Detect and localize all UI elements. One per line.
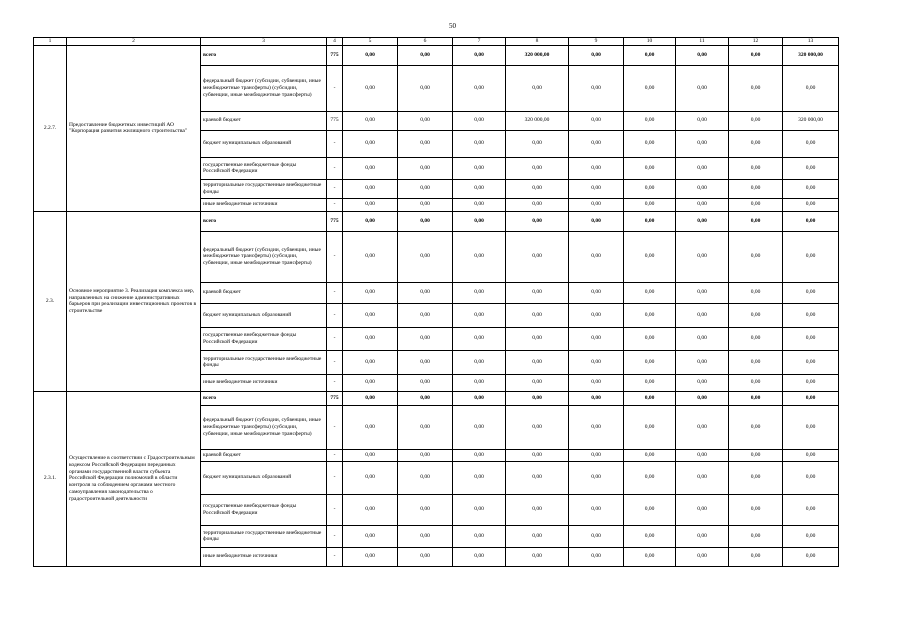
column-number: 2 — [67, 38, 201, 46]
amount-cell: 0,00 — [506, 525, 569, 547]
amount-cell: 0,00 — [453, 282, 506, 303]
amount-cell: 0,00 — [676, 303, 729, 327]
amount-cell: 0,00 — [624, 211, 676, 231]
amount-cell: 320 000,00 — [506, 45, 569, 65]
amount-cell: 0,00 — [398, 405, 453, 449]
funding-source: федеральный бюджет (субсидии, субвенции, иные межбюджетные трансферты) (субсидии, субвенции, иные межбюджетные трансферты) — [201, 65, 327, 111]
measure-name: Предоставление бюджетных инвестиций АО "Корпорация развития жилищного строительства" — [67, 45, 201, 211]
amount-cell: 0,00 — [506, 449, 569, 461]
amount-cell: 0,00 — [783, 374, 839, 391]
amount-cell: 0,00 — [783, 391, 839, 405]
amount-cell: 0,00 — [624, 130, 676, 157]
funding-source: всего — [201, 211, 327, 231]
amount-cell: 0,00 — [343, 65, 398, 111]
amount-cell: 0,00 — [453, 198, 506, 211]
amount-cell: 0,00 — [343, 391, 398, 405]
amount-cell: 0,00 — [506, 374, 569, 391]
funding-source: бюджет муниципальных образований — [201, 130, 327, 157]
amount-cell: 0,00 — [343, 198, 398, 211]
amount-cell: 0,00 — [453, 391, 506, 405]
amount-cell: 0,00 — [624, 494, 676, 525]
amount-cell: 0,00 — [343, 350, 398, 374]
amount-cell: 0,00 — [343, 461, 398, 494]
amount-cell: 0,00 — [398, 45, 453, 65]
amount-cell: 0,00 — [506, 157, 569, 179]
grbs-code: - — [327, 405, 343, 449]
amount-cell: 0,00 — [729, 111, 783, 130]
row-code: 2.3.1. — [34, 391, 67, 566]
amount-cell: 0,00 — [453, 449, 506, 461]
funding-source: государственные внебюджетные фонды Российской Федерации — [201, 157, 327, 179]
grbs-code: - — [327, 494, 343, 525]
amount-cell: 0,00 — [343, 157, 398, 179]
grbs-code: 775 — [327, 111, 343, 130]
funding-source: краевой бюджет — [201, 282, 327, 303]
amount-cell: 0,00 — [343, 547, 398, 566]
amount-cell: 0,00 — [506, 130, 569, 157]
amount-cell: 0,00 — [676, 449, 729, 461]
amount-cell: 0,00 — [506, 198, 569, 211]
amount-cell: 0,00 — [676, 45, 729, 65]
amount-cell: 0,00 — [506, 65, 569, 111]
amount-cell: 0,00 — [453, 45, 506, 65]
amount-cell: 0,00 — [398, 65, 453, 111]
amount-cell: 0,00 — [783, 65, 839, 111]
funding-source: государственные внебюджетные фонды Российской Федерации — [201, 327, 327, 350]
amount-cell: 0,00 — [676, 374, 729, 391]
amount-cell: 0,00 — [783, 327, 839, 350]
amount-cell: 0,00 — [624, 111, 676, 130]
amount-cell: 0,00 — [729, 65, 783, 111]
amount-cell: 0,00 — [569, 374, 624, 391]
amount-cell: 0,00 — [569, 525, 624, 547]
grbs-code: - — [327, 198, 343, 211]
column-number: 11 — [676, 38, 729, 46]
funding-source: территориальные государственные внебюджетные фонды — [201, 525, 327, 547]
column-number: 4 — [327, 38, 343, 46]
amount-cell: 0,00 — [398, 374, 453, 391]
grbs-code: - — [327, 547, 343, 566]
amount-cell: 0,00 — [343, 130, 398, 157]
funding-source: бюджет муниципальных образований — [201, 461, 327, 494]
amount-cell: 0,00 — [783, 157, 839, 179]
amount-cell: 0,00 — [398, 547, 453, 566]
funding-source: всего — [201, 45, 327, 65]
amount-cell: 0,00 — [676, 198, 729, 211]
funding-source: территориальные государственные внебюджетные фонды — [201, 350, 327, 374]
funding-source: иные внебюджетные источники — [201, 547, 327, 566]
amount-cell: 0,00 — [506, 461, 569, 494]
amount-cell: 0,00 — [729, 198, 783, 211]
amount-cell: 0,00 — [398, 179, 453, 198]
amount-cell: 0,00 — [453, 65, 506, 111]
amount-cell: 0,00 — [343, 231, 398, 282]
amount-cell: 0,00 — [343, 179, 398, 198]
amount-cell: 0,00 — [676, 211, 729, 231]
row-code: 2.3. — [34, 211, 67, 391]
amount-cell: 0,00 — [624, 391, 676, 405]
amount-cell: 0,00 — [624, 198, 676, 211]
amount-cell: 0,00 — [398, 391, 453, 405]
amount-cell: 0,00 — [624, 374, 676, 391]
amount-cell: 0,00 — [453, 179, 506, 198]
amount-cell: 0,00 — [624, 350, 676, 374]
column-number: 8 — [506, 38, 569, 46]
amount-cell: 0,00 — [569, 211, 624, 231]
amount-cell: 0,00 — [398, 198, 453, 211]
amount-cell: 0,00 — [676, 494, 729, 525]
amount-cell: 0,00 — [783, 547, 839, 566]
funding-source: краевой бюджет — [201, 449, 327, 461]
amount-cell: 0,00 — [676, 327, 729, 350]
column-number: 1 — [34, 38, 67, 46]
amount-cell: 0,00 — [569, 461, 624, 494]
amount-cell: 0,00 — [453, 303, 506, 327]
grbs-code: - — [327, 374, 343, 391]
amount-cell: 0,00 — [506, 211, 569, 231]
amount-cell: 0,00 — [343, 211, 398, 231]
amount-cell: 0,00 — [676, 525, 729, 547]
table-row — [34, 391, 839, 405]
amount-cell: 0,00 — [729, 327, 783, 350]
amount-cell: 0,00 — [676, 130, 729, 157]
amount-cell: 0,00 — [729, 303, 783, 327]
amount-cell: 0,00 — [729, 282, 783, 303]
amount-cell: 0,00 — [453, 525, 506, 547]
grbs-code: - — [327, 350, 343, 374]
amount-cell: 0,00 — [343, 494, 398, 525]
grbs-code: - — [327, 461, 343, 494]
grbs-code: - — [327, 231, 343, 282]
amount-cell: 0,00 — [343, 525, 398, 547]
amount-cell: 0,00 — [729, 547, 783, 566]
amount-cell: 0,00 — [453, 111, 506, 130]
amount-cell: 0,00 — [506, 282, 569, 303]
amount-cell: 0,00 — [343, 449, 398, 461]
column-number: 5 — [343, 38, 398, 46]
amount-cell: 0,00 — [676, 405, 729, 449]
funding-source: краевой бюджет — [201, 111, 327, 130]
amount-cell: 0,00 — [624, 231, 676, 282]
amount-cell: 0,00 — [783, 525, 839, 547]
amount-cell: 0,00 — [676, 179, 729, 198]
amount-cell: 0,00 — [624, 547, 676, 566]
amount-cell: 0,00 — [624, 179, 676, 198]
amount-cell: 0,00 — [783, 449, 839, 461]
column-number: 9 — [569, 38, 624, 46]
amount-cell: 0,00 — [783, 303, 839, 327]
grbs-code: - — [327, 65, 343, 111]
amount-cell: 0,00 — [729, 130, 783, 157]
amount-cell: 0,00 — [569, 494, 624, 525]
amount-cell: 0,00 — [729, 525, 783, 547]
amount-cell: 0,00 — [676, 157, 729, 179]
amount-cell: 0,00 — [398, 327, 453, 350]
grbs-code: 775 — [327, 211, 343, 231]
amount-cell: 0,00 — [453, 374, 506, 391]
amount-cell: 0,00 — [569, 391, 624, 405]
amount-cell: 0,00 — [729, 374, 783, 391]
amount-cell: 0,00 — [343, 45, 398, 65]
amount-cell: 0,00 — [676, 391, 729, 405]
grbs-code: - — [327, 449, 343, 461]
grbs-code: - — [327, 525, 343, 547]
amount-cell: 0,00 — [783, 211, 839, 231]
amount-cell: 0,00 — [783, 405, 839, 449]
grbs-code: - — [327, 282, 343, 303]
funding-source: государственные внебюджетные фонды Российской Федерации — [201, 494, 327, 525]
amount-cell: 0,00 — [453, 157, 506, 179]
amount-cell: 0,00 — [729, 449, 783, 461]
amount-cell: 0,00 — [624, 525, 676, 547]
column-number: 6 — [398, 38, 453, 46]
amount-cell: 0,00 — [506, 231, 569, 282]
funding-source: бюджет муниципальных образований — [201, 303, 327, 327]
amount-cell: 0,00 — [729, 179, 783, 198]
grbs-code: 775 — [327, 391, 343, 405]
grbs-code: - — [327, 179, 343, 198]
amount-cell: 0,00 — [343, 327, 398, 350]
amount-cell: 0,00 — [783, 130, 839, 157]
table-row — [34, 45, 839, 65]
amount-cell: 0,00 — [783, 461, 839, 494]
amount-cell: 0,00 — [398, 461, 453, 494]
amount-cell: 0,00 — [569, 198, 624, 211]
amount-cell: 0,00 — [729, 391, 783, 405]
amount-cell: 0,00 — [569, 405, 624, 449]
page-number: 50 — [449, 22, 456, 30]
grbs-code: - — [327, 157, 343, 179]
funding-source: всего — [201, 391, 327, 405]
amount-cell: 0,00 — [453, 130, 506, 157]
amount-cell: 0,00 — [506, 350, 569, 374]
amount-cell: 320 000,00 — [783, 111, 839, 130]
amount-cell: 0,00 — [729, 350, 783, 374]
funding-source: иные внебюджетные источники — [201, 198, 327, 211]
amount-cell: 0,00 — [624, 327, 676, 350]
amount-cell: 0,00 — [343, 374, 398, 391]
amount-cell: 0,00 — [729, 405, 783, 449]
amount-cell: 0,00 — [453, 350, 506, 374]
grbs-code: 775 — [327, 45, 343, 65]
amount-cell: 0,00 — [783, 282, 839, 303]
amount-cell: 0,00 — [624, 461, 676, 494]
amount-cell: 0,00 — [783, 231, 839, 282]
amount-cell: 0,00 — [676, 282, 729, 303]
amount-cell: 0,00 — [729, 494, 783, 525]
amount-cell: 0,00 — [398, 350, 453, 374]
amount-cell: 0,00 — [506, 405, 569, 449]
amount-cell: 0,00 — [729, 211, 783, 231]
amount-cell: 0,00 — [783, 494, 839, 525]
table-row — [34, 211, 839, 231]
amount-cell: 0,00 — [783, 179, 839, 198]
amount-cell: 0,00 — [676, 350, 729, 374]
amount-cell: 0,00 — [453, 547, 506, 566]
amount-cell: 0,00 — [676, 65, 729, 111]
amount-cell: 0,00 — [569, 45, 624, 65]
amount-cell: 0,00 — [569, 231, 624, 282]
amount-cell: 0,00 — [398, 130, 453, 157]
amount-cell: 0,00 — [506, 303, 569, 327]
amount-cell: 0,00 — [676, 461, 729, 494]
amount-cell: 0,00 — [624, 405, 676, 449]
funding-source: федеральный бюджет (субсидии, субвенции, иные межбюджетные трансферты) (субсидии, субвенции, иные межбюджетные трансферты) — [201, 231, 327, 282]
funding-source: федеральный бюджет (субсидии, субвенции, иные межбюджетные трансферты) (субсидии, субвенции, иные межбюджетные трансферты) — [201, 405, 327, 449]
amount-cell: 0,00 — [506, 391, 569, 405]
amount-cell: 0,00 — [398, 525, 453, 547]
row-code: 2.2.7. — [34, 45, 67, 211]
amount-cell: 0,00 — [398, 449, 453, 461]
amount-cell: 0,00 — [569, 111, 624, 130]
amount-cell: 0,00 — [569, 449, 624, 461]
amount-cell: 0,00 — [624, 303, 676, 327]
amount-cell: 0,00 — [783, 198, 839, 211]
amount-cell: 0,00 — [729, 231, 783, 282]
amount-cell: 0,00 — [569, 65, 624, 111]
amount-cell: 0,00 — [676, 547, 729, 566]
column-number: 13 — [783, 38, 839, 46]
funding-source: иные внебюджетные источники — [201, 374, 327, 391]
amount-cell: 0,00 — [453, 461, 506, 494]
amount-cell: 0,00 — [569, 179, 624, 198]
measure-name: Осуществление в соответствии с Градостроительным кодексом Российской Федерации переданных органами государственной власти субъекта Российской Федерации полномочий в области контроля за соблюдением органами местного самоуправления законодательства о градостроительной деятельности — [67, 391, 201, 566]
amount-cell: 320 000,00 — [783, 45, 839, 65]
amount-cell: 0,00 — [624, 45, 676, 65]
amount-cell: 0,00 — [676, 111, 729, 130]
amount-cell: 0,00 — [343, 111, 398, 130]
amount-cell: 0,00 — [569, 327, 624, 350]
amount-cell: 0,00 — [398, 494, 453, 525]
column-number: 10 — [624, 38, 676, 46]
amount-cell: 0,00 — [676, 231, 729, 282]
amount-cell: 0,00 — [398, 282, 453, 303]
measure-name: Основное мероприятие 3. Реализация комплекса мер, направленных на снижение административных барьеров при реализации инвестиционных проектов в строительстве — [67, 211, 201, 391]
column-number: 3 — [201, 38, 327, 46]
column-number: 7 — [453, 38, 506, 46]
grbs-code: - — [327, 303, 343, 327]
amount-cell: 0,00 — [569, 547, 624, 566]
amount-cell: 0,00 — [729, 461, 783, 494]
amount-cell: 0,00 — [624, 449, 676, 461]
amount-cell: 0,00 — [453, 405, 506, 449]
amount-cell: 0,00 — [453, 494, 506, 525]
amount-cell: 0,00 — [343, 303, 398, 327]
amount-cell: 0,00 — [569, 130, 624, 157]
amount-cell: 0,00 — [343, 405, 398, 449]
amount-cell: 0,00 — [453, 327, 506, 350]
amount-cell: 0,00 — [569, 303, 624, 327]
amount-cell: 0,00 — [453, 231, 506, 282]
amount-cell: 0,00 — [569, 282, 624, 303]
grbs-code: - — [327, 327, 343, 350]
amount-cell: 0,00 — [506, 494, 569, 525]
amount-cell: 0,00 — [343, 282, 398, 303]
amount-cell: 0,00 — [398, 303, 453, 327]
funding-source: территориальные государственные внебюджетные фонды — [201, 179, 327, 198]
amount-cell: 0,00 — [398, 211, 453, 231]
amount-cell: 0,00 — [506, 327, 569, 350]
amount-cell: 320 000,00 — [506, 111, 569, 130]
amount-cell: 0,00 — [729, 157, 783, 179]
column-number-row — [34, 38, 839, 46]
amount-cell: 0,00 — [624, 282, 676, 303]
amount-cell: 0,00 — [624, 65, 676, 111]
amount-cell: 0,00 — [569, 157, 624, 179]
amount-cell: 0,00 — [398, 111, 453, 130]
amount-cell: 0,00 — [453, 211, 506, 231]
amount-cell: 0,00 — [506, 179, 569, 198]
amount-cell: 0,00 — [569, 350, 624, 374]
column-number: 12 — [729, 38, 783, 46]
amount-cell: 0,00 — [398, 231, 453, 282]
amount-cell: 0,00 — [506, 547, 569, 566]
amount-cell: 0,00 — [624, 157, 676, 179]
grbs-code: - — [327, 130, 343, 157]
amount-cell: 0,00 — [783, 350, 839, 374]
amount-cell: 0,00 — [398, 157, 453, 179]
budget-table — [33, 37, 839, 567]
amount-cell: 0,00 — [729, 45, 783, 65]
